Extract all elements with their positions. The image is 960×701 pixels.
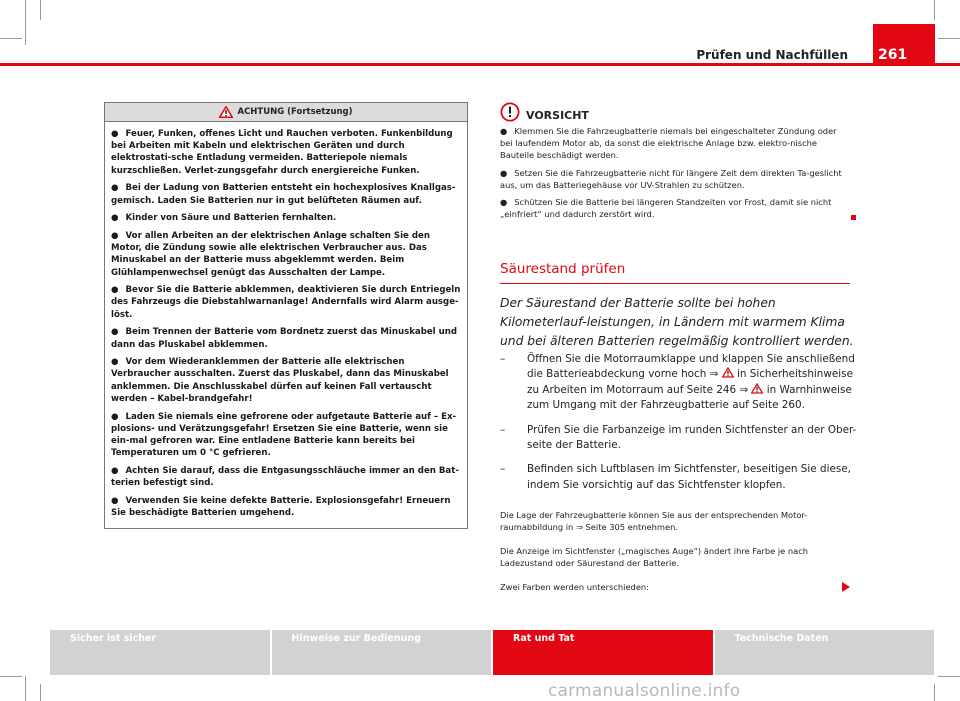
bullet: ● [111,495,119,506]
step-text: Prüfen Sie die Farbanzeige im runden Sichtfenster an der Ober-seite der Batterie. [527,423,857,452]
crop-mark [0,38,22,39]
warning-title: ACHTUNG (Fortsetzung) [237,107,353,117]
caution-header [500,101,589,122]
warning-list [105,122,467,519]
caution-item-text: Schützen Sie die Batterie bei längeren Standzeiten vor Frost, damit sie nicht „einfriert“ und dadurch zerstört wird. [500,197,832,220]
paragraph: Zwei Farben werden unterschieden: [500,582,649,592]
warning-triangle-icon [751,383,763,394]
list-item [111,326,461,350]
list-item [111,465,461,489]
crop-mark [934,0,935,20]
section-heading: Säurestand prüfen [500,261,626,277]
bullet: ● [111,285,119,296]
list-item [111,356,461,405]
warning-header [105,103,467,122]
bullet: ● [111,213,119,224]
crop-mark [25,676,26,701]
caution-title: VORSICHT [526,109,589,122]
warning-box [104,102,468,529]
bullet: ● [111,465,119,476]
crop-mark [938,676,960,677]
crop-mark [40,0,41,20]
list-item [500,423,860,454]
list-item [111,128,461,177]
list-item [500,125,850,162]
bullet: ● [500,197,508,208]
bullet: ● [111,411,119,422]
bullet: ● [500,126,508,136]
heading-rule [500,283,850,284]
caution-list [500,125,850,225]
caution-icon [500,102,520,122]
warning-item-text: Achten Sie darauf, dass die Entgasungsschläuche immer an den Bat-terien befestigt sind. [111,465,459,489]
continue-arrow-icon [842,582,850,592]
dash: – [500,463,506,476]
list-item [500,352,860,414]
caution-item-text: Klemmen Sie die Fahrzeugbatterie niemals bei eingeschalteter Zündung oder bei laufendem Motor ab, da sonst die elektrische Anlage bzw. elektro-nische Bauteile beschädigt werden. [500,126,837,161]
bullet: ● [111,230,119,241]
caution-item-text: Setzen Sie die Fahrzeugbatterie nicht für längere Zeit dem direkten Ta-geslicht aus, um das Batteriegehäuse vor UV-Strahlen zu schützen. [500,167,842,190]
steps-list [500,352,860,502]
warning-item-text: Beim Trennen der Batterie vom Bordnetz zuerst das Minuskabel und dann das Pluskabel abklemmen. [111,327,458,350]
crop-mark [934,684,935,701]
list-item [111,495,461,519]
list-item [500,167,850,191]
dash: – [500,423,506,436]
footer-tab-hinweise-zur-bedienung[interactable]: Hinweise zur Bedienung [272,630,492,675]
list-item [111,182,461,206]
list-item [500,462,860,493]
page-number: 261 [873,24,935,66]
dash: – [500,353,506,365]
warning-item-text: Vor allen Arbeiten an der elektrischen Anlage schalten Sie den Motor, die Zündung sowie alle elektrischen Verbraucher aus. Das Minuskabel an der Batterie muss abgeklemmt werden. Beim Glühlampenwechsel genügt das Ausschalten der Lampe. [111,230,430,278]
list-item [111,212,461,224]
warning-triangle-icon [722,367,734,378]
crop-mark [938,38,960,39]
warning-item-text: Feuer, Funken, offenes Licht und Rauchen verboten. Funkenbildung bei Arbeiten mit Kabeln und elektrischen Geräten und durch elektrostati-sche Entladung vermeiden. Batteriepole niemals kurzschließen. Verlet-zungsgefahr durch energiereiche Funken. [111,129,453,176]
crop-mark [25,0,26,45]
section-intro: Der Säurestand der Batterie sollte bei hohen Kilometerlauf-leistungen, in Ländern mit warmem Klima und bei älteren Batterien regelmäßig kontrolliert werden. [500,296,854,348]
bullet: ● [500,167,508,178]
warning-triangle-icon [219,106,233,118]
footer-tab-technische-daten[interactable]: Technische Daten [715,630,935,675]
warning-item-text: Vor dem Wiederanklemmen der Batterie alle elektrischen Verbraucher ausschalten. Zuerst das Pluskabel, dann das Minuskabel anklemmen. Die Anschlusskabel dürfen auf keinen Fall vertauscht werden – Kabel-brandgefahr! [111,357,449,404]
header-rule [0,63,960,66]
step-text: in Sicherheitshinweise zu Arbeiten im Motorraum auf Seite 246 ⇒ [527,368,853,396]
crop-mark [0,676,22,677]
footer-tab-sicher-ist-sicher[interactable]: Sicher ist sicher [50,630,270,675]
list-item [500,196,850,220]
step-text: in Warnhinweise zum Umgang mit der Fahrzeugbatterie auf Seite 260. [527,383,852,412]
warning-item-text: Laden Sie niemals eine gefrorene oder aufgetaute Batterie auf – Ex-plosions- und Verätzungsgefahr! Ersetzen Sie eine Batterie, wenn sie ein-mal gefroren war. Eine entladene Batterie kann bereits bei Temperaturen um 0 °C gefrieren. [111,411,457,459]
warning-item-text: Bevor Sie die Batterie abklemmen, deaktivieren Sie durch Entriegeln des Fahrzeugs die Diebstahlwarnanlage! Andernfalls wird Alarm ausge-löst. [111,285,461,320]
bullet: ● [111,129,119,139]
bullet: ● [111,357,119,368]
list-item [111,230,461,279]
footer-nav [50,630,934,675]
paragraph: Die Lage der Fahrzeugbatterie können Sie aus der entsprechenden Motor-raumabbildung in ⇒ Seite 305 entnehmen. [500,510,808,533]
end-of-section-mark [851,215,856,220]
bullet: ● [111,183,119,194]
warning-item-text: Verwenden Sie keine defekte Batterie. Explosionsgefahr! Erneuern Sie beschädigte Batterien umgehend. [111,495,451,518]
warning-item-text: Kinder von Säure und Batterien fernhalten. [125,213,337,224]
bullet: ● [111,327,119,338]
list-item [111,411,461,460]
warning-item-text: Bei der Ladung von Batterien entsteht ein hochexplosives Knallgas-gemisch. Laden Sie Batterien nur in gut belüfteten Räumen auf. [111,183,456,206]
footer-tab-rat-und-tat[interactable]: Rat und Tat [493,630,713,675]
paragraph: Die Anzeige im Sichtfenster („magisches Auge“) ändert ihre Farbe je nach Ladezustand oder Säurestand der Batterie. [500,546,809,569]
step-text: Öffnen Sie die Motorraumklappe und klappen Sie anschließend die Batterieabdeckung vorne hoch ⇒ [527,353,855,381]
watermark: carmanualsonline.info [548,681,741,701]
list-item [111,284,461,321]
step-text: Befinden sich Luftblasen im Sichtfenster, beseitigen Sie diese, indem Sie vorsichtig auf das Sichtfenster klopfen. [527,463,851,491]
section-title: Prüfen und Nachfüllen [696,48,848,62]
crop-mark [40,684,41,701]
